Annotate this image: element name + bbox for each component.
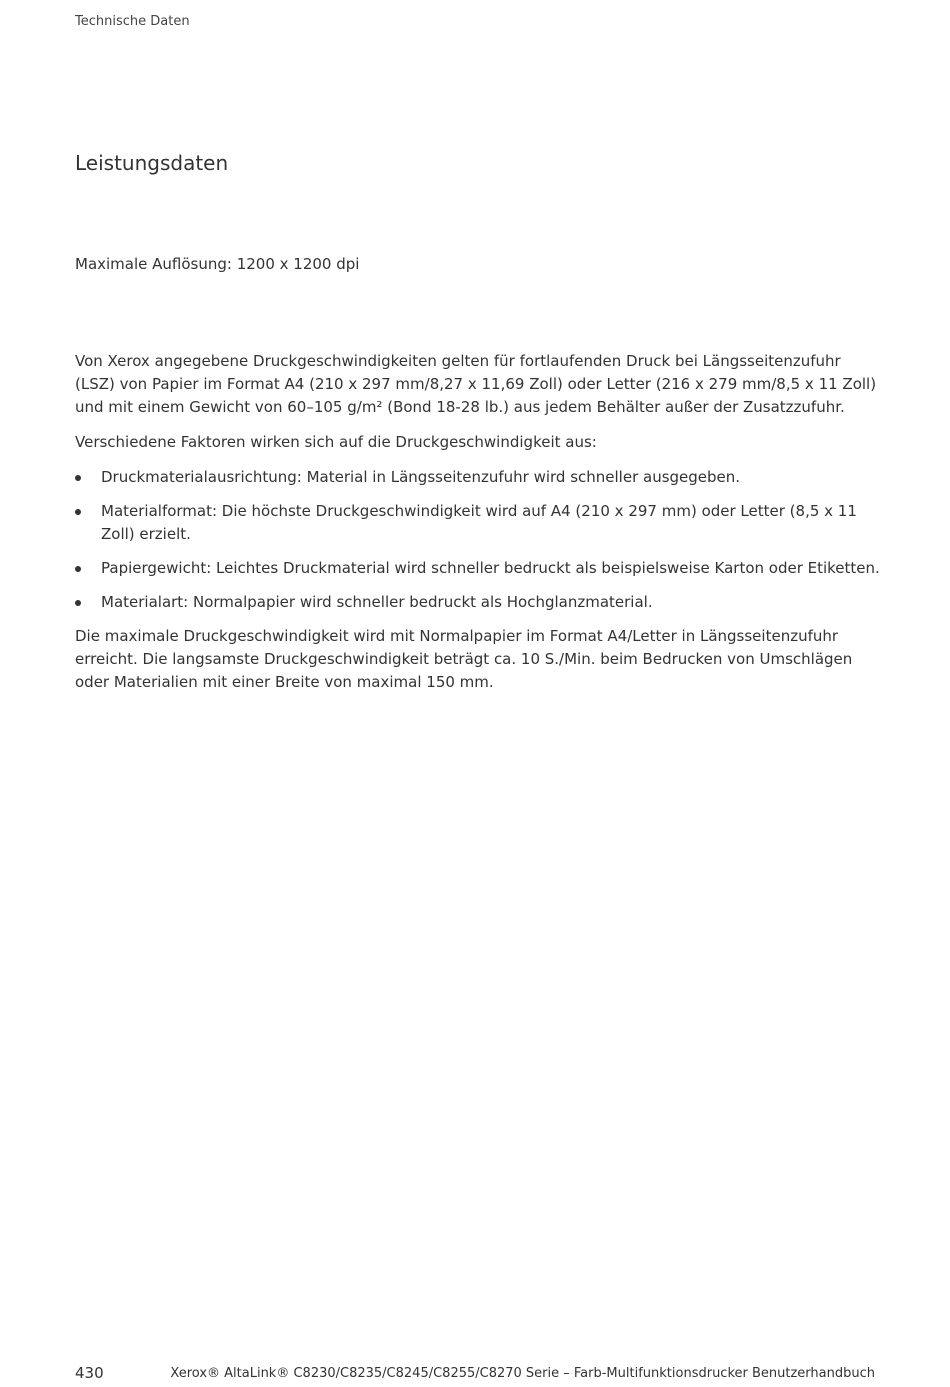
list-item-text: Materialart: Normalpapier wird schneller bedruckt als Hochglanzmaterial.: [101, 593, 653, 611]
list-item-text: Papiergewicht: Leichtes Druckmaterial wird schneller bedruckt als beispielsweise Karton oder Etiketten.: [101, 559, 880, 577]
footer-document-title: Xerox® AltaLink® C8230/C8235/C8245/C8255/C8270 Serie – Farb-Multifunktionsdrucker Benutzerhandbuch: [170, 1366, 875, 1381]
bullet-icon: [75, 509, 81, 515]
page-number: 430: [75, 1364, 104, 1382]
max-speed-paragraph: Die maximale Druckgeschwindigkeit wird mit Normalpapier im Format A4/Letter in Längsseitenzufuhr erreicht. Die langsamste Druckgeschwindigkeit beträgt ca. 10 S./Min. beim Bedrucken von Umschlägen oder Materialien mit einer Breite von maximal 150 mm.: [75, 627, 853, 691]
bullet-icon: [75, 566, 81, 572]
list-item-text: Materialformat: Die höchste Druckgeschwindigkeit wird auf A4 (210 x 297 mm) oder Letter (8,5 x 11 Zoll) erzielt.: [101, 502, 857, 543]
section-title: Leistungsdaten: [75, 151, 229, 175]
running-header: Technische Daten: [75, 14, 190, 29]
body-content: [75, 350, 885, 706]
list-item-text: Druckmaterialausrichtung: Material in Längsseitenzufuhr wird schneller ausgegeben.: [101, 468, 741, 486]
resolution-text: Maximale Auflösung: 1200 x 1200 dpi: [75, 255, 360, 273]
bullet-icon: [75, 600, 81, 606]
speed-paragraph: Von Xerox angegebene Druckgeschwindigkeiten gelten für fortlaufenden Druck bei Längsseitenzufuhr (LSZ) von Papier im Format A4 (210 x 297 mm/8,27 x 11,69 Zoll) oder Letter (216 x 279 mm/8,5 x 11 Zoll) und mit einem Gewicht von 60–105 g/m² (Bond 18-28 lb.) aus jedem Behälter außer der Zusatzzufuhr.: [75, 352, 877, 416]
list-item: [75, 557, 885, 580]
factors-intro: Verschiedene Faktoren wirken sich auf die Druckgeschwindigkeit aus:: [75, 433, 597, 451]
list-item: [75, 591, 885, 614]
list-item: [75, 466, 885, 489]
factors-list: [75, 466, 885, 614]
bullet-icon: [75, 475, 81, 481]
list-item: [75, 500, 885, 546]
